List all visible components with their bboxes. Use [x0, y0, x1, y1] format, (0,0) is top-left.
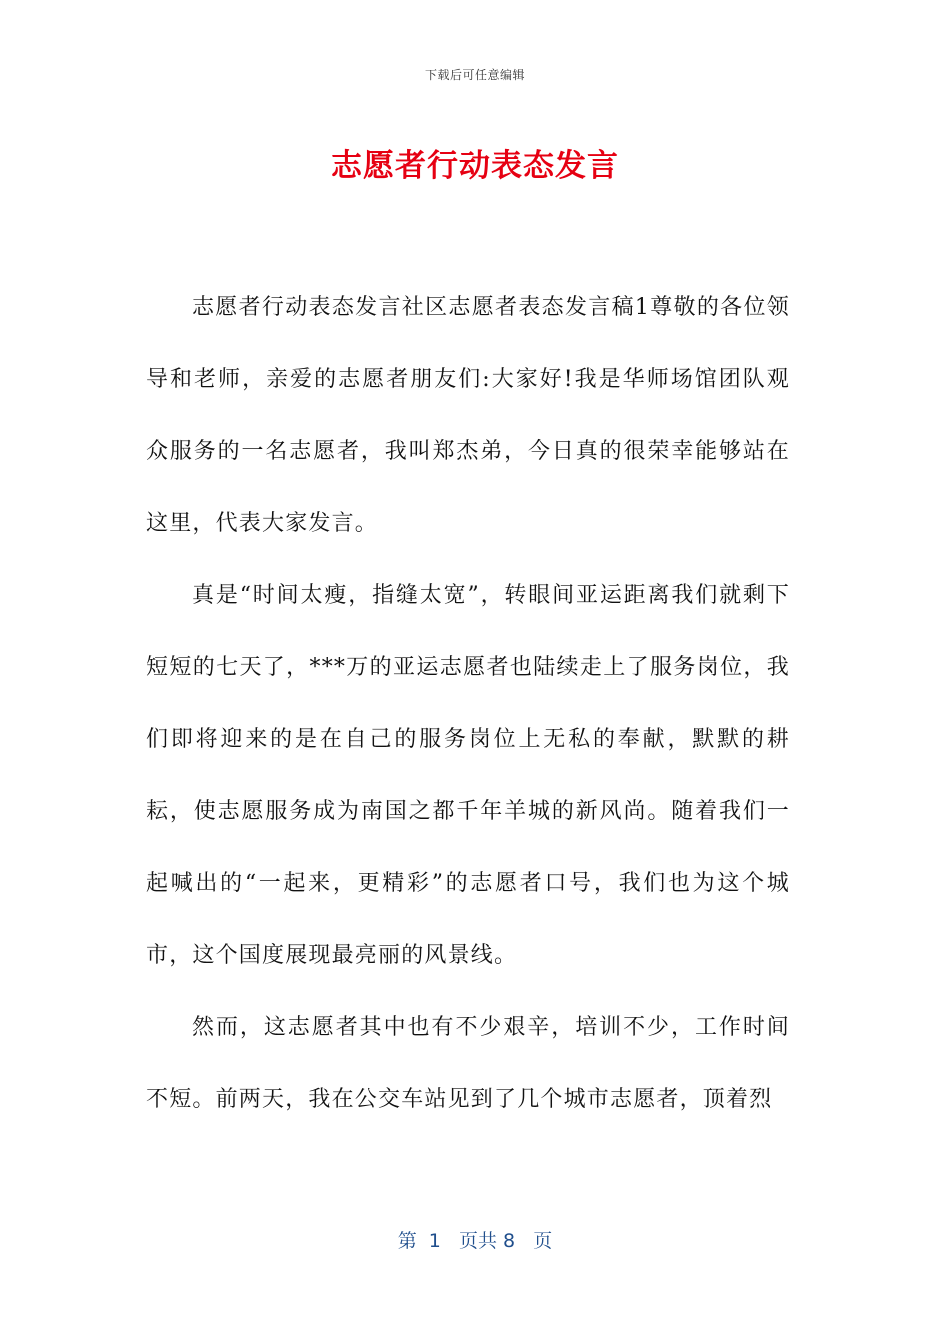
paragraph: 志愿者行动表态发言社区志愿者表态发言稿1尊敬的各位领导和老师，亲爱的志愿者朋友们:大家好!我是华师场馆团队观众服务的一名志愿者，我叫郑杰弟，今日真的很荣幸能够站在这里，代表大家发言。: [146, 295, 790, 536]
paragraph: 然而，这志愿者其中也有不少艰辛，培训不少，工作时间不短。前两天，我在公交车站见到了几个城市志愿者，顶着烈: [146, 1015, 790, 1112]
document-body: [146, 272, 790, 1136]
paragraph: 真是“时间太瘦，指缝太宽”，转眼间亚运距离我们就剩下短短的七天了，***万的亚运志愿者也陆续走上了服务岗位，我们即将迎来的是在自己的服务岗位上无私的奉献，默默的耕耘，使志愿服务成为南国之都千年羊城的新风尚。随着我们一起喊出的“一起来，更精彩”的志愿者口号，我们也为这个城市，这个国度展现最亮丽的风景线。: [146, 583, 790, 968]
page-number-footer: 第 1 页共 8 页: [397, 1230, 553, 1252]
document-title: 志愿者行动表态发言: [331, 148, 619, 184]
header-note: 下载后可任意编辑: [424, 68, 525, 82]
